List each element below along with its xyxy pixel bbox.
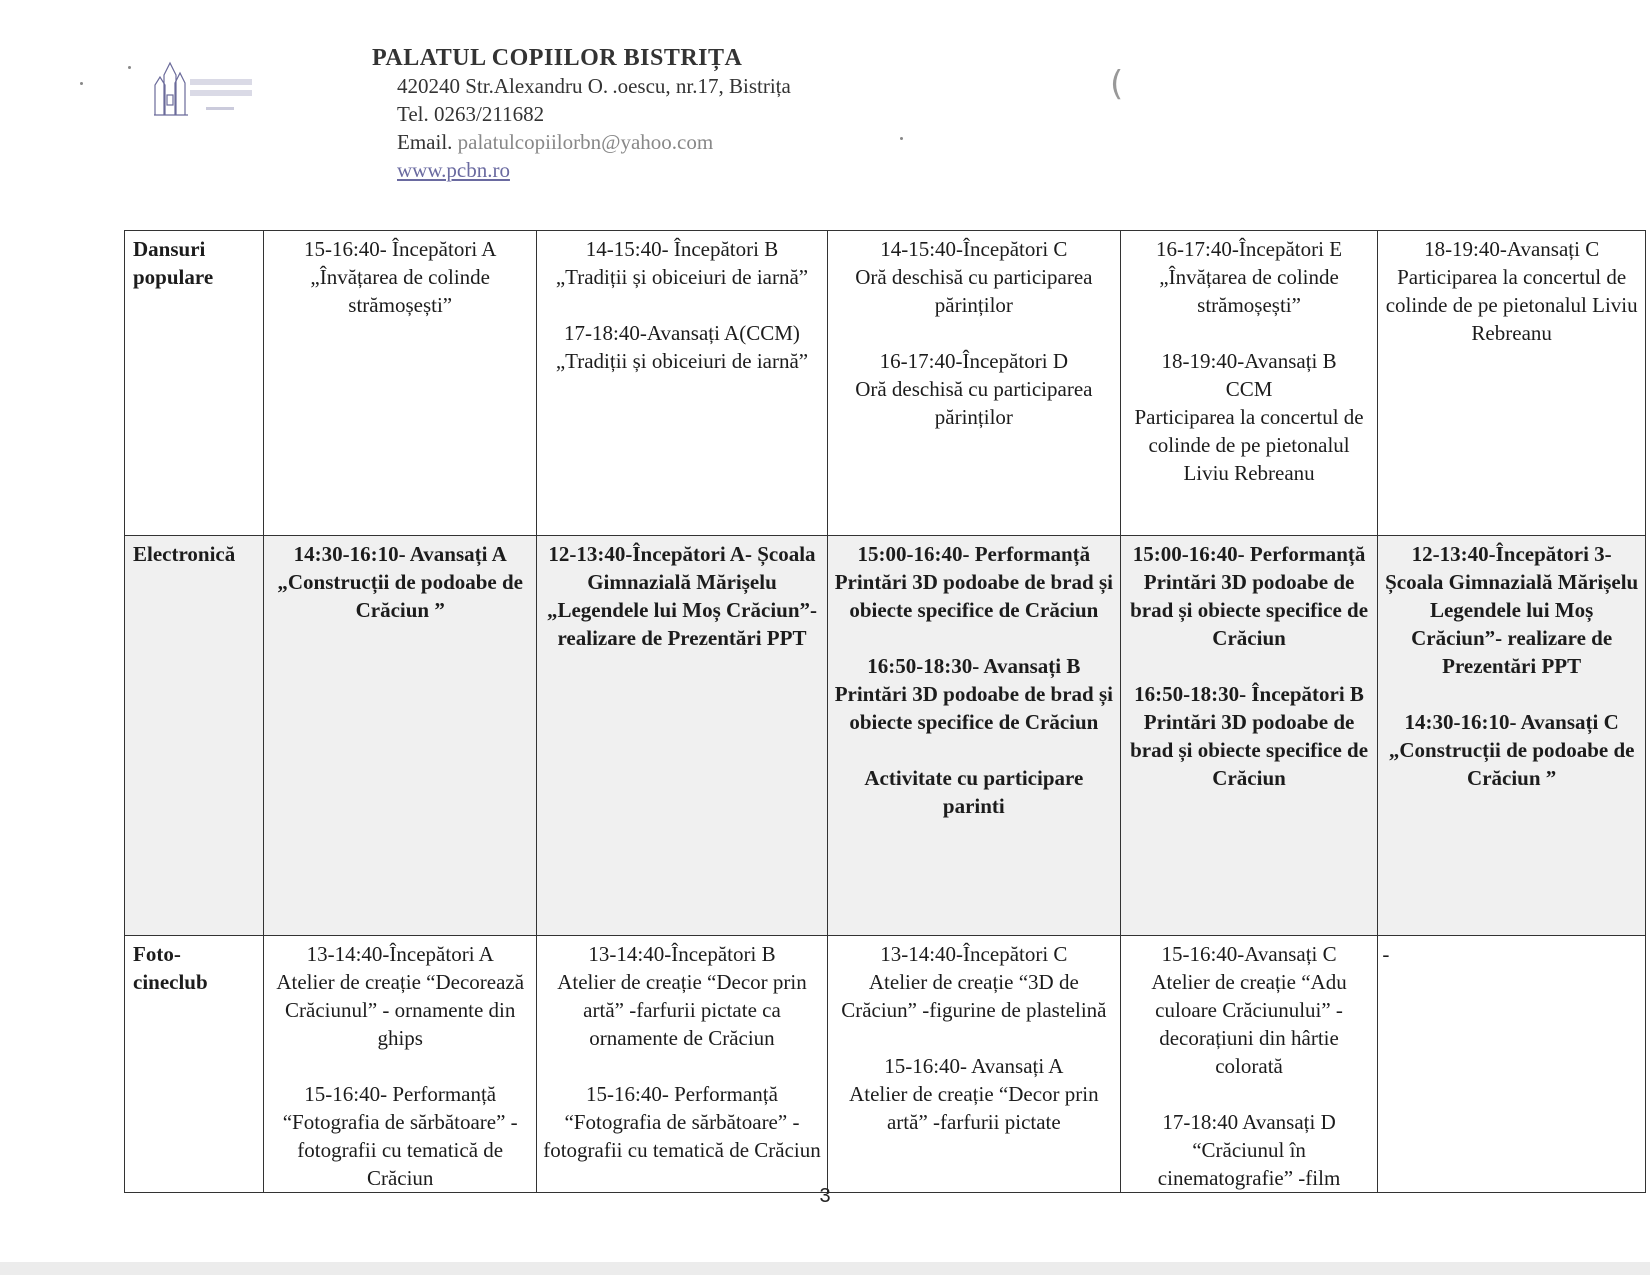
activity-block — [1382, 540, 1641, 680]
activity-line: 15-16:40- Avansați A — [884, 1054, 1064, 1078]
website-link[interactable]: www.pcbn.ro — [397, 158, 510, 182]
activity-line: Printări 3D podoabe de brad și obiecte specifice de Crăciun — [1130, 570, 1374, 650]
table-row — [125, 536, 1646, 936]
scan-speck — [128, 66, 131, 69]
activity-line: „Legendele lui Moș Crăciun”- realizare de Prezentări PPT — [546, 598, 823, 650]
palatul-copiilor-logo — [150, 55, 265, 125]
activity-block — [832, 1052, 1116, 1136]
schedule-cell — [1120, 231, 1378, 536]
schedule-cell — [537, 936, 828, 1193]
subject-cell: Electronică — [125, 536, 264, 936]
schedule-cell — [1120, 536, 1378, 936]
activity-line: 16:50-18:30- Avansați B — [867, 654, 1081, 678]
email-line — [372, 128, 791, 156]
schedule-cell — [537, 231, 828, 536]
activity-line: 14:30-16:10- Avansați C — [1404, 710, 1619, 734]
activity-line: Oră deschisă cu participarea părinților — [855, 377, 1098, 429]
schedule-table — [124, 230, 1646, 1193]
activity-line: - — [1382, 942, 1390, 966]
activity-line: 13-14:40-Începători B — [588, 942, 776, 966]
activity-line: Atelier de creație “3D de Crăciun” -figurine de plastelină — [841, 970, 1107, 1022]
activity-block — [541, 235, 823, 291]
activity-line: 16:50-18:30- Începători B — [1134, 682, 1364, 706]
subject-cell: Foto- cineclub — [125, 936, 264, 1193]
activity-line: 15-16:40- Începători A — [303, 237, 497, 261]
activity-line: Activitate cu participare parinti — [864, 766, 1089, 818]
activity-block — [832, 652, 1119, 736]
activity-line: 15-16:40- Performanță — [586, 1082, 778, 1106]
activity-block — [1382, 235, 1641, 347]
activity-block — [268, 940, 532, 1052]
activity-line: Participarea la concertul de colinde de pe pietonalul Liviu Rebreanu — [1134, 405, 1369, 485]
activity-block — [832, 940, 1116, 1024]
activity-line: Atelier de creație “Decor prin artă” -farfurii pictate — [849, 1082, 1104, 1134]
activity-line: 15:00-16:40- Performanță — [857, 542, 1091, 566]
activity-line: “Crăciunul în cinematografie” -film — [1157, 1138, 1341, 1190]
activity-line: 13-14:40-Începători A — [306, 942, 494, 966]
activity-block — [541, 940, 823, 1052]
activity-line: 18-19:40-Avansați C — [1424, 237, 1600, 261]
organization-name: PALATUL COPIILOR BISTRIȚA — [372, 45, 743, 71]
activity-line: 15-16:40-Avansați C — [1161, 942, 1337, 966]
schedule-cell — [827, 536, 1120, 936]
page-number: 3 — [819, 1185, 831, 1207]
scan-bottom-edge — [0, 1262, 1650, 1275]
activity-line: Atelier de creație “Decorează Crăciunul” - ornamente din ghips — [276, 970, 530, 1050]
activity-block — [1125, 540, 1374, 652]
activity-line: 15-16:40- Performanță — [304, 1082, 497, 1106]
activity-line: Atelier de creație “Adu culoare Crăciunului” - decorațiuni din hârtie colorată — [1151, 970, 1352, 1078]
schedule-cell — [827, 231, 1120, 536]
schedule-cell — [264, 936, 537, 1193]
activity-block — [1125, 940, 1374, 1080]
schedule-cell — [264, 231, 537, 536]
activity-block — [832, 347, 1116, 431]
activity-line: Atelier de creație “Decor prin artă” -farfurii pictate ca ornamente de Crăciun — [557, 970, 812, 1050]
activity-line: 12-13:40-Începători 3- Școala Gimnazială Mărișelu — [1385, 542, 1639, 594]
table-row — [125, 936, 1646, 1193]
activity-line: „Construcții de podoabe de Crăciun ” — [277, 570, 529, 622]
activity-line: „Construcții de podoabe de Crăciun ” — [1388, 738, 1640, 790]
activity-line: Printări 3D podoabe de brad și obiecte specifice de Crăciun — [834, 570, 1119, 622]
activity-line: Oră deschisă cu participarea părinților — [855, 265, 1098, 317]
activity-block — [1125, 347, 1374, 487]
activity-block — [541, 540, 823, 652]
activity-block — [268, 540, 532, 624]
table-row — [125, 231, 1646, 536]
activity-line: Printări 3D podoabe de brad și obiecte specifice de Crăciun — [1130, 710, 1374, 790]
letterhead — [372, 44, 791, 184]
activity-block — [541, 319, 823, 375]
email-label: Email. — [397, 130, 453, 154]
phone-line: Tel. 0263/211682 — [397, 102, 545, 126]
activity-line: 14-15:40- Începători B — [585, 237, 779, 261]
scan-speck — [80, 82, 83, 85]
activity-block — [1125, 1108, 1374, 1192]
activity-block — [1382, 708, 1641, 792]
activity-line: „Tradiții și obiceiuri de iarnă” — [555, 349, 809, 373]
activity-line: Printări 3D podoabe de brad și obiecte specifice de Crăciun — [834, 682, 1119, 734]
scan-mark: ( — [1110, 64, 1124, 104]
activity-line: 18-19:40-Avansați B — [1161, 349, 1337, 373]
activity-block — [1125, 680, 1374, 792]
activity-line: “Fotografia de sărbătoare” -fotografii cu tematică de Crăciun — [282, 1110, 518, 1190]
activity-line: CCM — [1225, 377, 1273, 401]
activity-line: „Tradiții și obiceiuri de iarnă” — [555, 265, 809, 289]
subject-cell: Dansuri populare — [125, 231, 264, 536]
schedule-cell — [1378, 936, 1646, 1193]
schedule-cell — [1120, 936, 1378, 1193]
activity-line: 15:00-16:40- Performanță — [1132, 542, 1366, 566]
activity-line: 16-17:40-Începători E — [1156, 237, 1343, 261]
address-line: 420240 Str.Alexandru O. .oescu, nr.17, Bistrița — [397, 74, 791, 98]
schedule-cell — [537, 536, 828, 936]
activity-block — [268, 235, 532, 319]
activity-line: Participarea la concertul de colinde de pe pietonalul Liviu Rebreanu — [1385, 265, 1643, 345]
schedule-cell — [1378, 536, 1646, 936]
activity-block — [1382, 940, 1641, 968]
activity-line: 17-18:40 Avansați D — [1162, 1110, 1336, 1134]
activity-line: 14:30-16:10- Avansați A — [293, 542, 507, 566]
scan-speck — [900, 137, 903, 140]
activity-line: 16-17:40-Începători D — [879, 349, 1069, 373]
activity-line: 14-15:40-Începători C — [880, 237, 1068, 261]
activity-line: 12-13:40-Începători A- Școala Gimnazială Mărișelu — [548, 542, 821, 594]
activity-line: 17-18:40-Avansați A(CCM) — [564, 321, 800, 345]
schedule-cell — [264, 536, 537, 936]
activity-block — [541, 1080, 823, 1164]
activity-block — [1125, 235, 1374, 319]
activity-block — [832, 764, 1116, 820]
activity-block — [832, 540, 1119, 624]
activity-line: Legendele lui Moș Crăciun”- realizare de Prezentări PPT — [1411, 598, 1618, 678]
activity-block — [832, 235, 1116, 319]
activity-line: „Învățarea de colinde strămoșești” — [1159, 265, 1345, 317]
schedule-cell — [827, 936, 1120, 1193]
activity-line: “Fotografia de sărbătoare” - fotografii cu tematică de Crăciun — [543, 1110, 821, 1162]
activity-line: 13-14:40-Începători C — [880, 942, 1068, 966]
activity-line: „Învățarea de colinde strămoșești” — [310, 265, 496, 317]
schedule-cell — [1378, 231, 1646, 536]
activity-block — [268, 1080, 532, 1192]
email-link[interactable]: palatulcopiilorbn@yahoo.com — [457, 130, 714, 154]
